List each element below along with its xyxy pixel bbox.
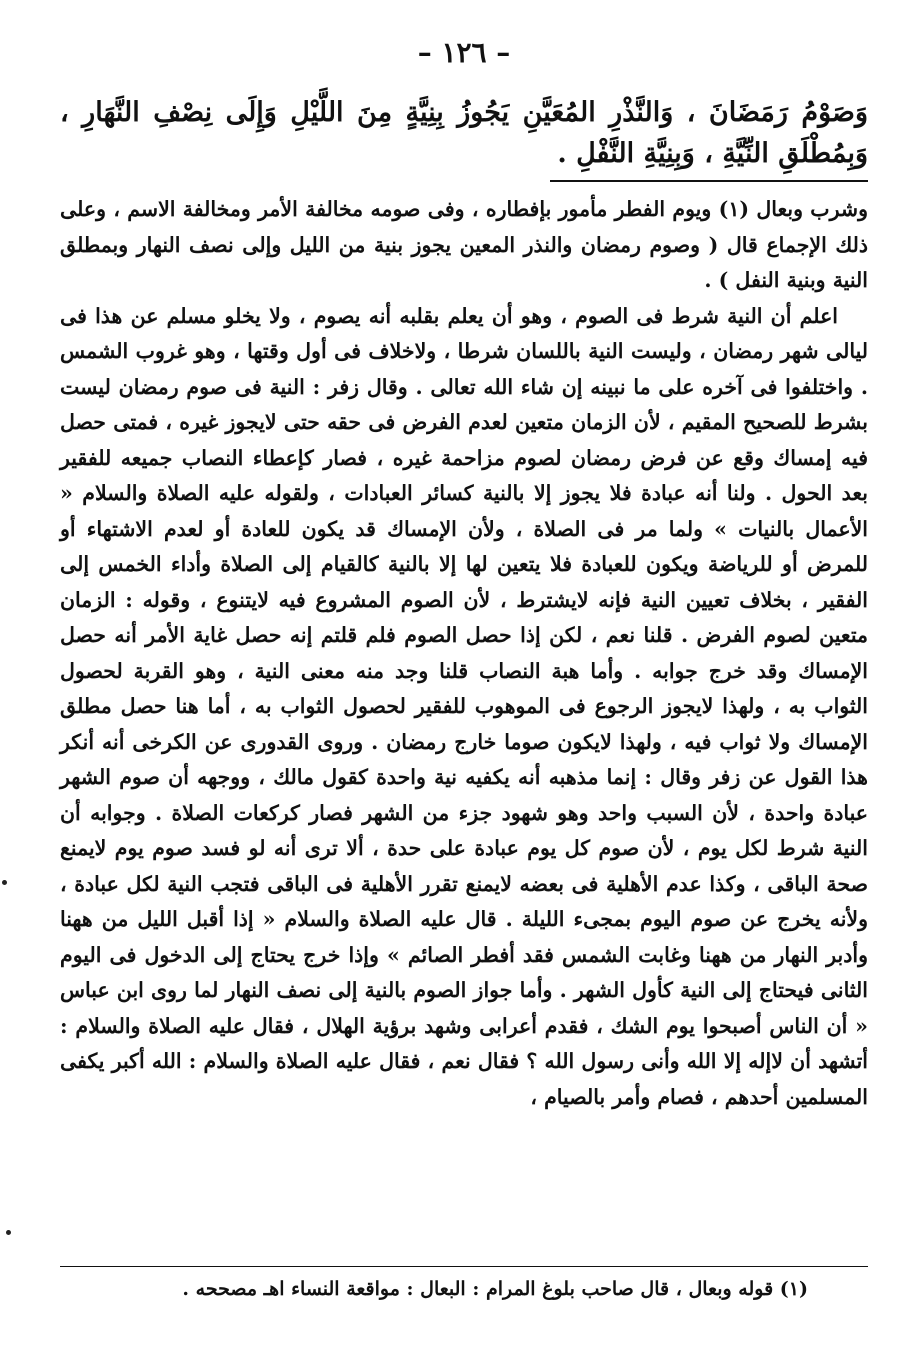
commentary-opening: وشرب وبعال (١) ويوم الفطر مأمور بإفطاره ، وفى صومه مخالفة الأمر ومخالفة الاسم ، وعلى ذلك الإجماع قال ( وصوم رمضان والنذر المعين يجوز بنية من الليل وإلى نصف النهار وبمطلق النية وبنية النفل ) . (60, 197, 868, 292)
commentary-text (60, 192, 868, 1115)
footnote: (١) قوله وبعال ، قال صاحب بلوغ المرام : البعال : مواقعة النساء اهـ مصححه . (182, 1278, 808, 1300)
commentary-body: اعلم أن النية شرط فى الصوم ، وهو أن يعلم بقلبه أنه يصوم ، ولا يخلو مسلم عن هذا فى ليالى شهر رمضان ، وليست النية باللسان شرطا ، ولاخلاف فى أول وقتها ، وهو غروب الشمس . واختلفوا فى آخره على ما نبينه إن شاء الله تعالى . وقال زفر : النية فى صوم رمضان ليست بشرط للصحيح المقيم ، لأن الزمان متعين لعدم الفرض فى حقه حتى لايجوز غيره ، فمتى حصل فيه إمساك وقع عن فرض رمضان لصوم مزاحمة غيره ، فصار كإعطاء النصاب جميعه للفقير بعد الحول . ولنا أنه عبادة فلا يجوز إلا بالنية كسائر العبادات ، ولقوله عليه الصلاة والسلام « الأعمال بالنيات » ولما مر فى الصلاة ، ولأن الإمساك قد يكون للعادة أو لعدم الاشتهاء أو للمرض أو للرياضة ويكون للعبادة فلا يتعين لها إلا بالنية كالقيام إلى الصلاة وأداء الخمس إلى الفقير ، بخلاف تعيين النية فإنه لايشترط ، لأن الصوم المشروع فيه لايتنوع ، وقوله : الزمان متعين لصوم الفرض . قلنا نعم ، لكن إذا حصل الصوم فلم قلتم إنه حصل غاية الأمر أنه حصل الإمساك وقد خرج جوابه . وأما هبة النصاب قلنا وجد منه معنى النية ، وهو القربة لحصول الثواب به ، ولهذا لايجوز الرجوع فى الموهوب للفقير لحصول الثواب به ، أما هنا حصل مطلق الإمساك ولا ثواب فيه ، ولهذا لايكون صوما خارج رمضان . وروى القدورى عن الكرخى أنه أنكر هذا القول عن زفر وقال : إنما مذهبه أنه يكفيه نية واحدة كقول مالك ، ووجهه أن صوم الشهر عبادة واحدة ، لأن السبب واحد وهو شهود جزء من الشهر فصار كركعات الصلاة . وجوابه أن النية شرط لكل يوم ، لأن صوم كل يوم عبادة على حدة ، ألا ترى أنه لو فسد صوم يوم لايمنع صحة الباقى ، وكذا عدم الأهلية فى بعضه لايمنع تقرر الأهلية فى الباقى فتجب النية لكل عبادة ، ولأنه يخرج عن صوم اليوم بمجىء الليلة . قال عليه الصلاة والسلام « إذا أقبل الليل من ههنا وأدبر النهار من ههنا وغابت الشمس فقد أفطر الصائم » وإذا خرج يحتاج إلى الدخول فى اليوم الثانى فيحتاج إلى النية كأول الشهر . وأما جواز الصوم بالنية إلى نصف النهار لما روى ابن عباس « أن الناس أصبحوا يوم الشك ، فقدم أعرابى وشهد برؤية الهلال ، فقال عليه الصلاة والسلام : أتشهد أن لاإله إلا الله وأنى رسول الله ؟ فقال نعم ، فقال عليه الصلاة والسلام : الله أكبر يكفى المسلمين أحدهم ، فصام وأمر بالصيام ، (60, 303, 868, 1109)
page-number: – ١٢٦ – (417, 36, 511, 69)
matn-text: وَصَوْمُ رَمَضَانَ ، وَالنَّذْرِ المُعَيَّنِ يَجُوزُ بِنِيَّةٍ مِنَ اللَّيْلِ وَإِلَى نِصْفِ النَّهَارِ ، وَبِمُطْلَقِ النِّيَّةِ ، وَبِنِيَّةِ النَّفْلِ . (60, 97, 868, 169)
margin-mark (6, 1230, 11, 1235)
matn-underline (550, 180, 868, 182)
footnote-separator (60, 1266, 868, 1267)
book-page (60, 30, 868, 1330)
margin-mark (2, 880, 7, 885)
